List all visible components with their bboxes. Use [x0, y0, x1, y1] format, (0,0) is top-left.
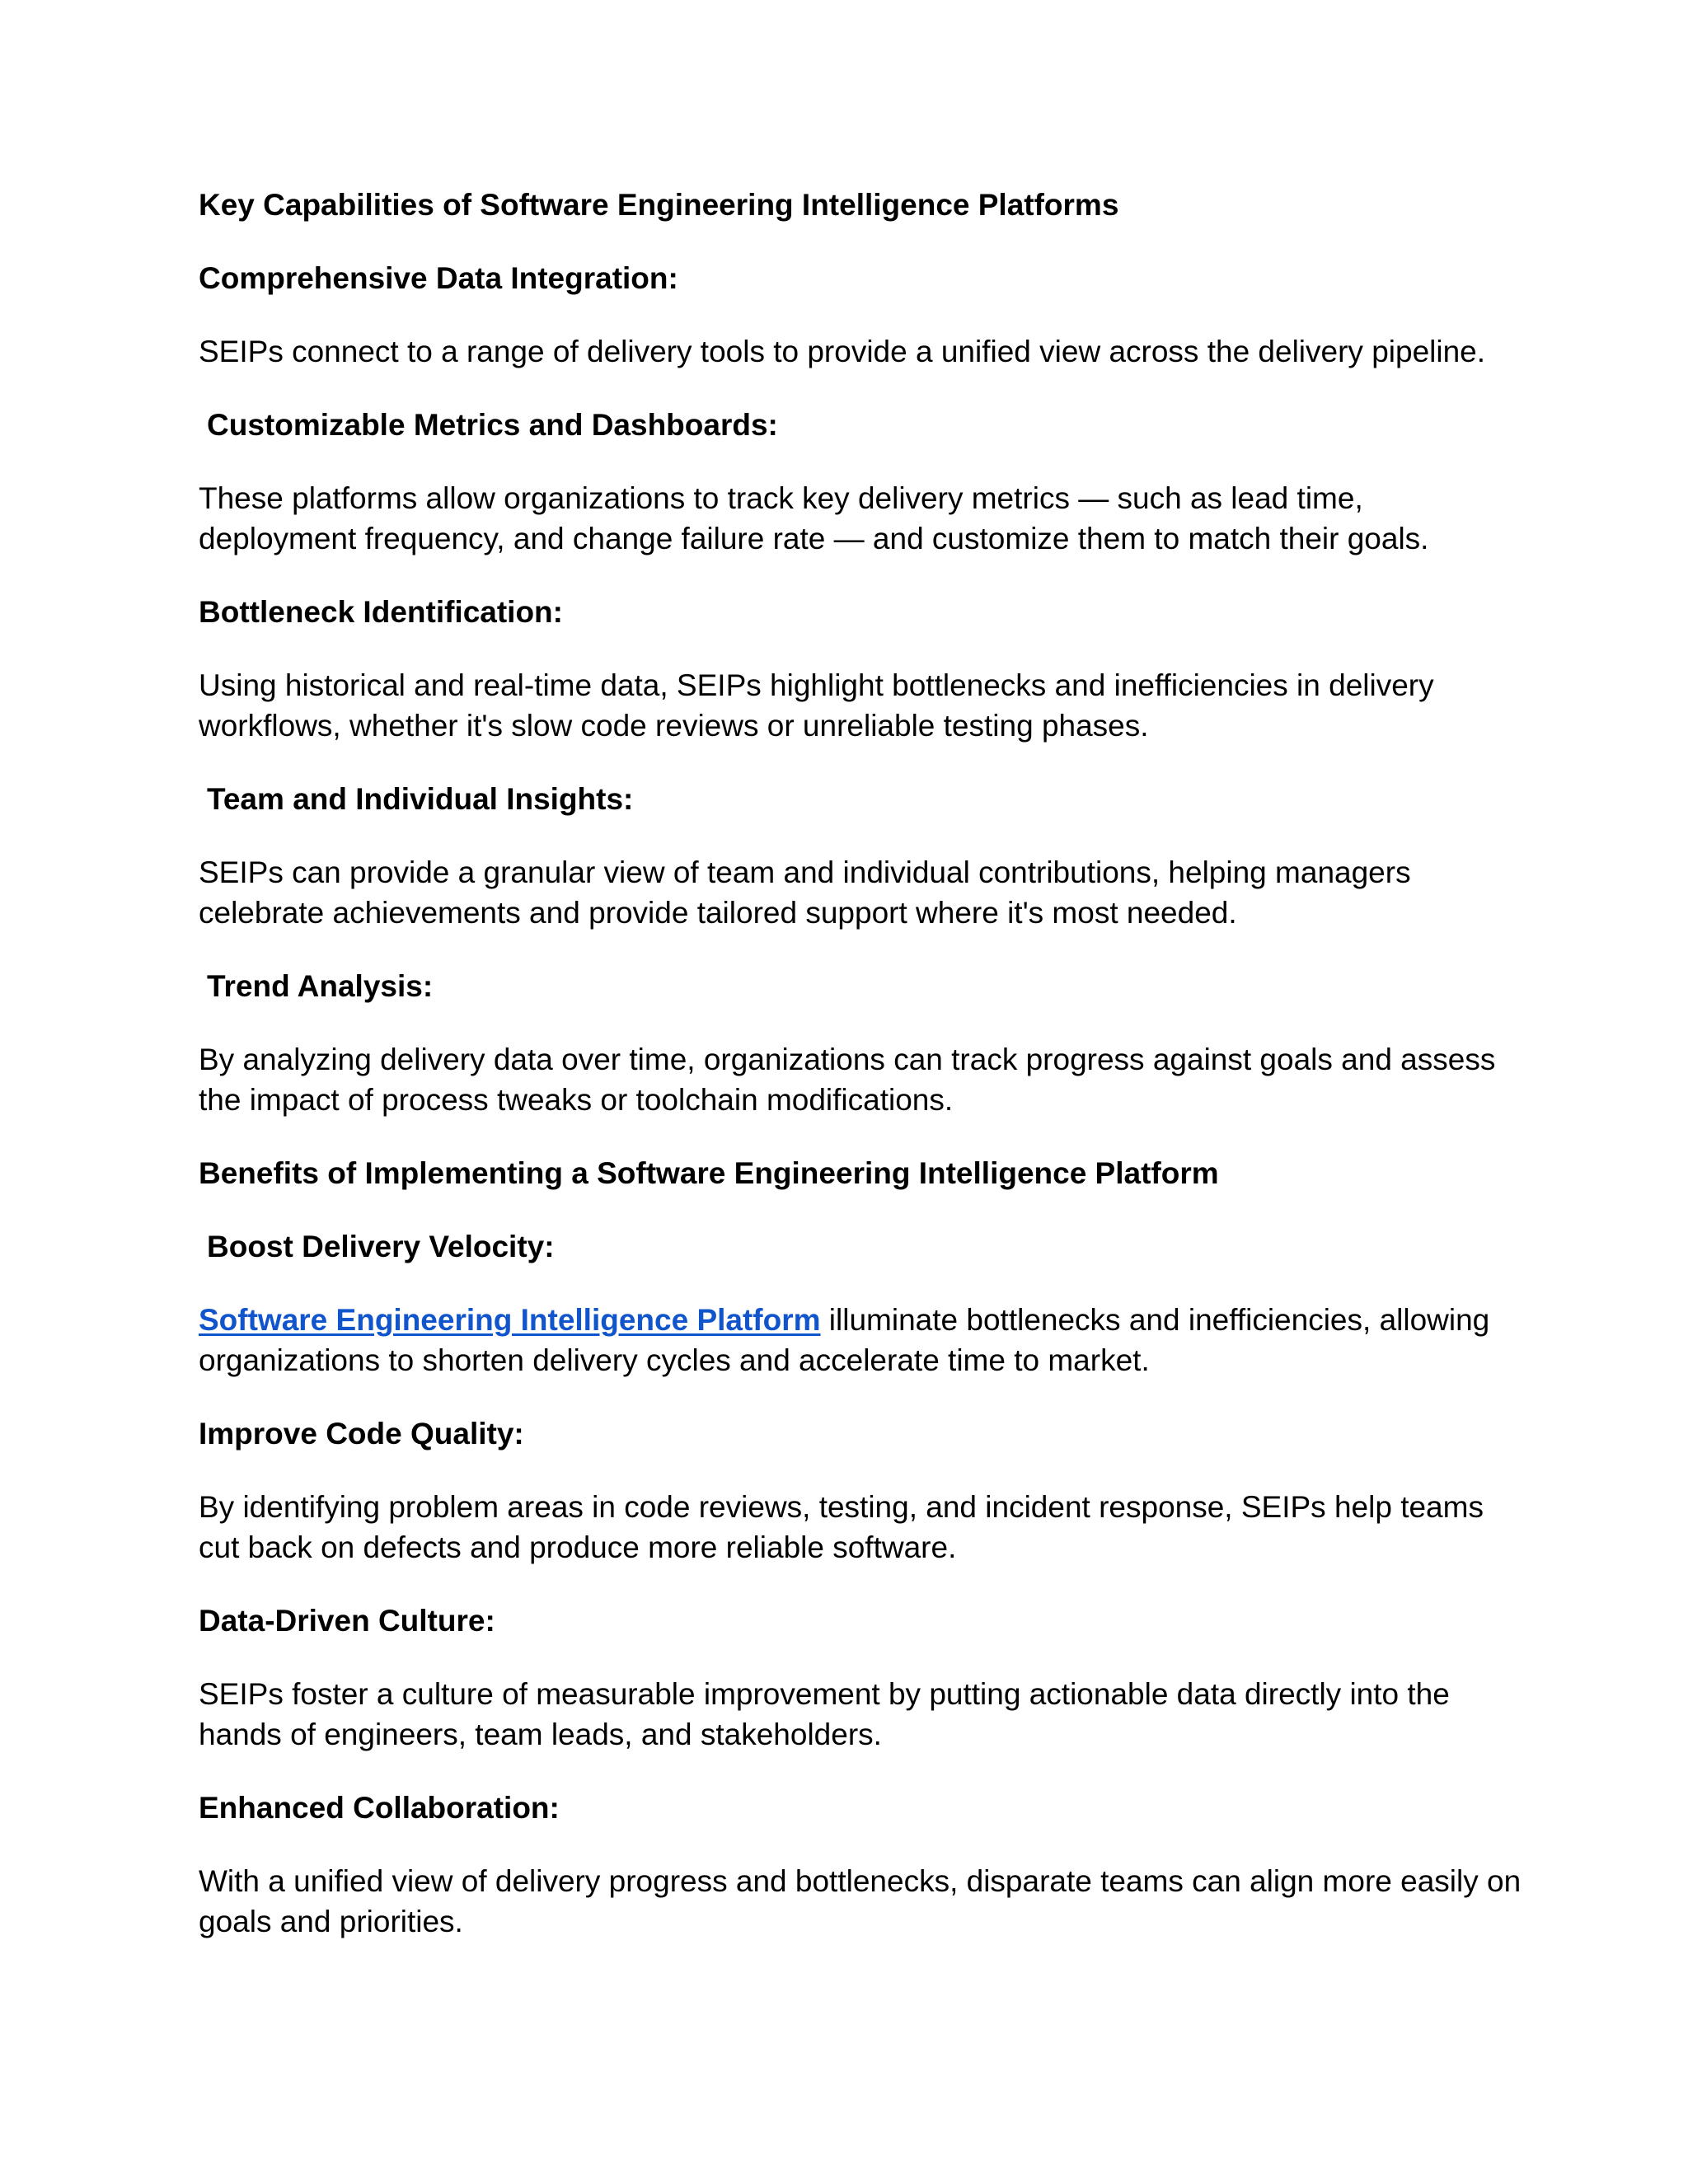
heading-team-insights: Team and Individual Insights:	[207, 782, 634, 816]
paragraph-data-integration: SEIPs connect to a range of delivery tools to provide a unified view across the delivery pipeline.	[199, 335, 1486, 368]
heading-bottleneck-identification: Bottleneck Identification:	[199, 595, 563, 629]
paragraph-boost-velocity	[199, 1300, 1526, 1380]
heading-data-integration: Comprehensive Data Integration:	[199, 261, 678, 295]
paragraph-bottleneck-identification: Using historical and real-time data, SEIPs highlight bottlenecks and inefficiencies in delivery workflows, whether it's slow code reviews or unreliable testing phases.	[199, 668, 1434, 743]
heading-boost-velocity: Boost Delivery Velocity:	[207, 1230, 555, 1263]
paragraph-trend-analysis: By analyzing delivery data over time, organizations can track progress against goals and assess the impact of process tweaks or toolchain modifications.	[199, 1043, 1496, 1117]
heading-enhanced-collaboration: Enhanced Collaboration:	[199, 1791, 560, 1825]
heading-code-quality: Improve Code Quality:	[199, 1417, 524, 1451]
paragraph-team-insights: SEIPs can provide a granular view of team and individual contributions, helping managers celebrate achievements and provide tailored support where it's most needed.	[199, 855, 1411, 930]
paragraph-data-driven-culture: SEIPs foster a culture of measurable improvement by putting actionable data directly into the hands of engineers, team leads, and stakeholders.	[199, 1677, 1450, 1751]
section-title-benefits: Benefits of Implementing a Software Engineering Intelligence Platform	[199, 1156, 1219, 1190]
heading-trend-analysis: Trend Analysis:	[207, 969, 434, 1003]
heading-custom-metrics: Customizable Metrics and Dashboards:	[207, 408, 778, 442]
heading-data-driven-culture: Data-Driven Culture:	[199, 1604, 495, 1638]
paragraph-code-quality: By identifying problem areas in code reviews, testing, and incident response, SEIPs help teams cut back on defects and produce more reliable software.	[199, 1490, 1484, 1564]
paragraph-boost-velocity-text: illuminate bottlenecks and inefficiencies, allowing organizations to shorten delivery cycles and accelerate time to market.	[199, 1303, 1490, 1377]
paragraph-enhanced-collaboration: With a unified view of delivery progress and bottlenecks, disparate teams can align more easily on goals and priorities.	[199, 1864, 1522, 1938]
paragraph-custom-metrics: These platforms allow organizations to track key delivery metrics — such as lead time, deployment frequency, and change failure rate — and customize them to match their goals.	[199, 481, 1429, 555]
seip-link[interactable]: Software Engineering Intelligence Platform	[199, 1303, 821, 1337]
section-title-capabilities: Key Capabilities of Software Engineering Intelligence Platforms	[199, 188, 1119, 222]
document-body	[199, 185, 1526, 1975]
